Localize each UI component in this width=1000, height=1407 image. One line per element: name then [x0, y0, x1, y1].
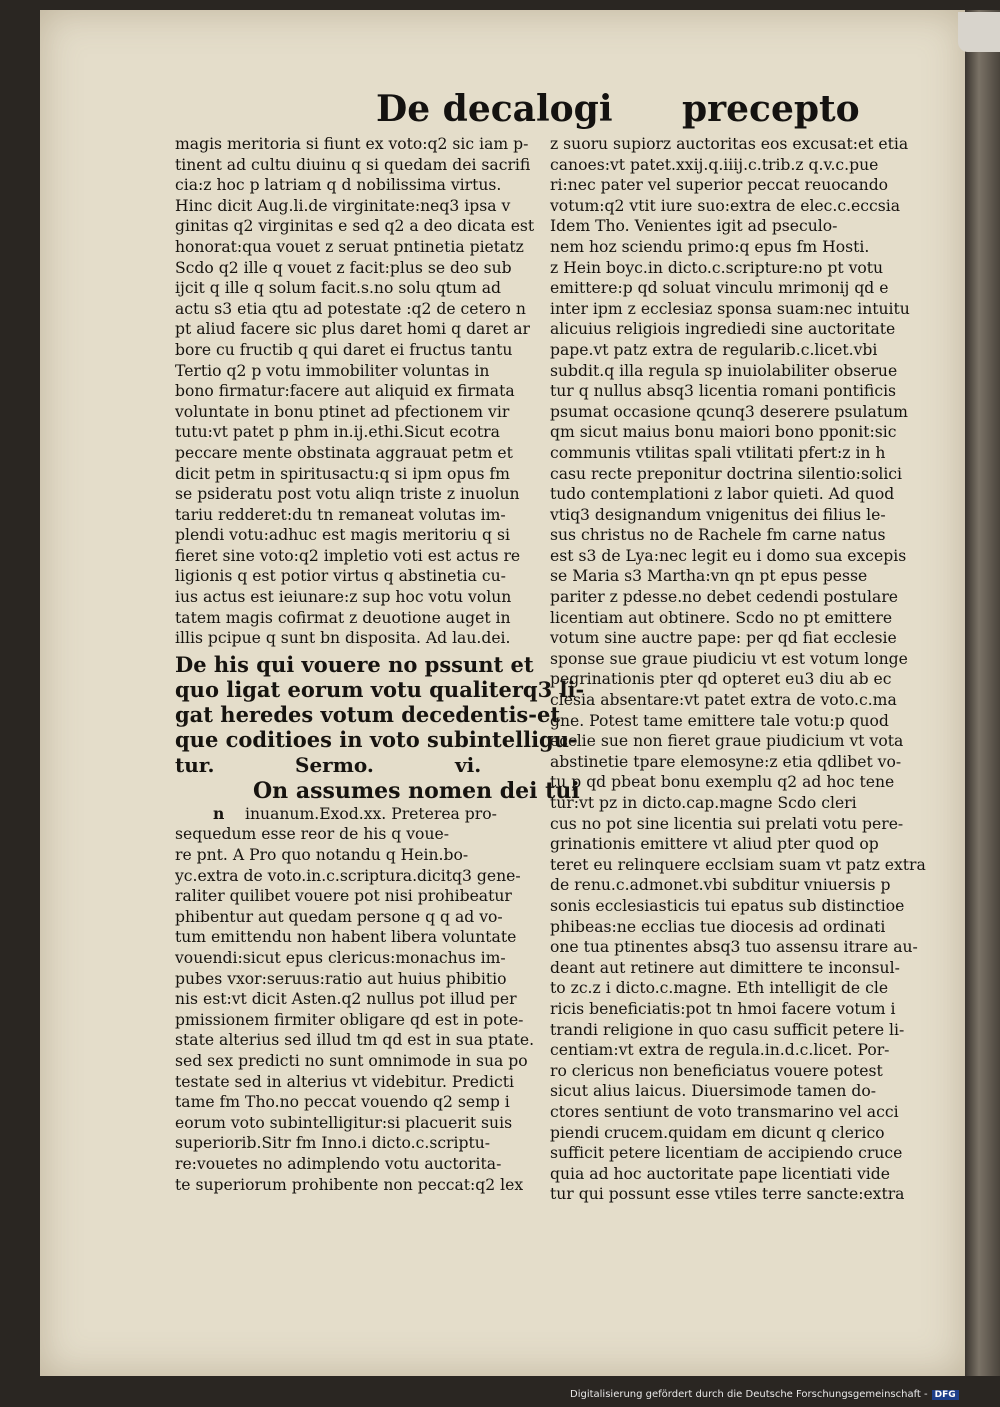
- text-line: fieret sine voto:q2 impletio voti est actus re: [175, 546, 521, 565]
- text-line: deant aut retinere aut dimittere te inconsul-: [550, 958, 900, 977]
- text-line: sufficit petere licentiam de accipiendo cruce: [550, 1144, 903, 1163]
- text-line: est s3 de Lya:nec legit eu i domo sua excepis: [550, 546, 907, 565]
- text-line: licentiam aut obtinere. Scdo no pt emittere: [550, 608, 893, 627]
- text-line: phibentur aut quedam persone q q ad vo-: [175, 907, 503, 926]
- text-line: ctores sentiunt de voto transmarino vel acci: [550, 1102, 899, 1121]
- text-line: tu p qd pbeat bonu exemplu q2 ad hoc tene: [550, 773, 895, 792]
- right-column-text: [550, 134, 926, 1205]
- text-line: z Hein boyc.in dicto.c.scripture:no pt votu: [550, 258, 884, 277]
- text-line: grinationis emittere vt aliud pter quod op: [550, 835, 879, 854]
- text-line: abstinetie tpare elemosyne:z etia qdlibet vo-: [550, 752, 902, 771]
- text-line: tutu:vt patet p phm in.ij.ethi.Sicut ecotra: [175, 423, 500, 442]
- left-column: [175, 134, 585, 1195]
- text-line: nis est:vt dicit Asten.q2 nullus pot illud per: [175, 990, 517, 1009]
- header-left: De decalogi: [376, 88, 613, 130]
- text-line: ri:nec pater vel superior peccat reuocando: [550, 176, 889, 195]
- text-line: ecclie sue non fieret graue piudicium vt vota: [550, 732, 904, 751]
- text-line: Hinc dicit Aug.li.de virginitate:neq3 ipsa v: [175, 196, 511, 215]
- text-line: teret eu relinquere ecclsiam suam vt patz extra: [550, 855, 926, 874]
- text-line: Scdo q2 ille q vouet z facit:plus se deo sub: [175, 258, 512, 277]
- text-line: subdit.q illa regula sp inuiolabiliter obserue: [550, 361, 898, 380]
- text-line: superiorib.Sitr fm Inno.i dicto.c.scriptu-: [175, 1134, 491, 1153]
- text-line: tariu redderet:du tn remaneat volutas im-: [175, 505, 506, 524]
- text-line: plendi votu:adhuc est magis meritoriu q si: [175, 526, 510, 545]
- text-line: tinent ad cultu diuinu q si quedam dei sacrifi: [175, 155, 531, 174]
- sermon-number: vi.: [455, 752, 482, 777]
- text-line: bore cu fructib q qui daret ei fructus tantu: [175, 340, 513, 359]
- text-line: dicit petm in spiritusactu:q si ipm opus fm: [175, 464, 510, 483]
- text-line: actu s3 etia qtu ad potestate :q2 de cetero n: [175, 299, 526, 318]
- text-line: one tua ptinentes absq3 tuo assensu itrare au-: [550, 938, 918, 957]
- opening-line: [175, 777, 580, 804]
- text-line: qm sicut maius bonu maiori bono pponit:sic: [550, 423, 897, 442]
- text-line: pape.vt patz extra de regularib.c.licet.vbi: [550, 340, 878, 359]
- footer-text: Digitalisierung gefördert durch die Deutsche Forschungsgemeinschaft -: [570, 1389, 928, 1400]
- rubric-end: tur.: [175, 752, 215, 777]
- rubric-line: De his qui vouere no pssunt et: [175, 651, 534, 677]
- text-line: testate sed in alterius vt videbitur. Predicti: [175, 1072, 514, 1091]
- text-line: quia ad hoc auctoritate pape licentiati vide: [550, 1164, 891, 1183]
- text-line: voluntate in bonu ptinet ad pfectionem vir: [175, 402, 510, 421]
- text-line: pubes vxor:seruus:ratio aut huius phibitio: [175, 969, 507, 988]
- text-line: pariter z pdesse.no debet cedendi postulare: [550, 588, 899, 607]
- text-line: sponse sue graue piudiciu vt est votum longe: [550, 649, 908, 668]
- text-line: honorat:qua vouet z seruat pntinetia pietatz: [175, 237, 524, 256]
- text-line: canoes:vt patet.xxij.q.iiij.c.trib.z q.v.c.pue: [550, 155, 879, 174]
- left-column-text-b: [175, 824, 535, 1195]
- header-right: precepto: [682, 88, 860, 130]
- page-edge: [965, 10, 1000, 1376]
- text-line: re pnt. A Pro quo notandu q Hein.bo-: [175, 846, 469, 865]
- first-body-line: [175, 804, 527, 825]
- text-line: vtiq3 designandum vnigenitus dei filius le-: [550, 505, 886, 524]
- text-line: de renu.c.admonet.vbi subditur vniuersis p: [550, 876, 891, 895]
- text-line: te superiorum prohibente non peccat:q2 lex: [175, 1175, 524, 1194]
- text-line: illis pcipue q sunt bn disposita. Ad lau.dei.: [175, 629, 511, 648]
- text-line: ricis beneficiatis:pot tn hmoi facere votum i: [550, 999, 896, 1018]
- text-line: nem hoz sciendu primo:q epus fm Hosti.: [550, 237, 870, 256]
- text-line: vouendi:sicut epus clericus:monachus im-: [175, 949, 506, 967]
- text-line: sonis ecclesiasticis tui epatus sub distinctioe: [550, 896, 905, 915]
- text-line: z suoru supiorz auctoritas eos excusat:et etia: [550, 135, 909, 153]
- text-line: pmissionem firmiter obligare qd est in pote-: [175, 1010, 524, 1029]
- text-line: piendi crucem.quidam em dicunt q clerico: [550, 1123, 885, 1142]
- text-line: Idem Tho. Venientes igit ad pseculo-: [550, 217, 838, 236]
- rubric-line: gat heredes votum decedentis-et: [175, 701, 561, 727]
- text-line: sequedum esse reor de his q voue-: [175, 825, 449, 844]
- text-line: ius actus est ieiunare:z sup hoc votu volun: [175, 588, 512, 607]
- text-line: tur qui possunt esse vtiles terre sancte:extra: [550, 1185, 905, 1204]
- text-line: magis meritoria si fiunt ex voto:q2 sic iam p-: [175, 135, 529, 153]
- text-line: state alterius sed illud tm qd est in sua ptate.: [175, 1031, 535, 1050]
- text-line: se psideratu post votu aliqn triste z inuolun: [175, 485, 520, 504]
- text-line: votum sine auctre pape: per qd fiat ecclesie: [550, 629, 897, 648]
- text-line: sed sex predicti no sunt omnimode in sua po: [175, 1051, 528, 1070]
- rubric-line: que coditioes in voto subintelligu-: [175, 726, 578, 752]
- text-line: re:vouetes no adimplendo votu auctorita-: [175, 1154, 502, 1173]
- text-line: trandi religione in quo casu sufficit petere li-: [550, 1020, 905, 1039]
- text-line: peccare mente obstinata aggrauat petm et: [175, 443, 513, 462]
- rubric-line: quo ligat eorum votu qualiterq3 li-: [175, 676, 585, 702]
- text-line: tur:vt pz in dicto.cap.magne Scdo cleri: [550, 794, 857, 812]
- text-line: bono firmatur:facere aut aliquid ex firmata: [175, 382, 515, 401]
- text-line: to zc.z i dicto.c.magne. Eth intelligit de cle: [550, 979, 889, 998]
- text-line: emittere:p qd soluat vinculu mrimonij qd e: [550, 279, 889, 298]
- text-line: raliter quilibet vouere pot nisi prohibeatur: [175, 887, 512, 906]
- text-line: ligionis q est potior virtus q abstinetia cu-: [175, 567, 506, 586]
- text-line: pt aliud facere sic plus daret homi q daret ar: [175, 320, 531, 339]
- text-line: pegrinationis pter qd opteret eu3 diu ab ec: [550, 670, 892, 689]
- sermon-heading: [175, 753, 527, 778]
- text-line: se Maria s3 Martha:vn qn pt epus pesse: [550, 567, 868, 586]
- text-line: tur q nullus absq3 licentia romani pontificis: [550, 382, 897, 401]
- text-line: casu recte preponitur doctrina silentio:solici: [550, 464, 903, 483]
- text-line: tudo contemplationi z labor quieti. Ad quod: [550, 485, 895, 504]
- text-line: tum emittendu non habent libera voluntate: [175, 928, 517, 947]
- text-line: centiam:vt extra de regula.in.d.c.licet. Por-: [550, 1041, 890, 1060]
- left-column-text-a: [175, 134, 535, 649]
- text-line: cia:z hoc p latriam q d nobilissima virtus.: [175, 176, 502, 195]
- chapter-rubric: [175, 651, 585, 752]
- margin-letter: n: [213, 803, 225, 823]
- text-line: ginitas q2 virginitas e sed q2 a deo dicata est: [175, 217, 535, 236]
- text-line: ijcit q ille q solum facit.s.no solu qtum ad: [175, 279, 502, 298]
- text-line: clesia absentare:vt patet extra de voto.c.ma: [550, 691, 897, 710]
- right-column: [550, 134, 926, 1205]
- text-line: yc.extra de voto.in.c.scriptura.dicitq3 gene-: [175, 866, 521, 885]
- text-line: psumat occasione qcunq3 deserere psulatum: [550, 402, 908, 421]
- text-line: sicut alius laicus. Diuersimode tamen do-: [550, 1082, 876, 1101]
- text-line: tame fm Tho.no peccat vouendo q2 semp i: [175, 1093, 510, 1112]
- text-line: communis vtilitas spali vtilitati pfert:z in h: [550, 443, 886, 462]
- sermon-label: Sermo.: [295, 752, 374, 777]
- text-line: ro clericus non beneficiatus vouere potest: [550, 1061, 883, 1080]
- page-clip: [958, 12, 1000, 52]
- text-line: cus no pot sine licentia sui prelati votu pere-: [550, 814, 904, 833]
- text-line: phibeas:ne ecclias tue diocesis ad ordinati: [550, 917, 886, 936]
- text-line: tatem magis cofirmat z deuotione auget in: [175, 608, 511, 627]
- footer-credit: [570, 1389, 959, 1400]
- text-line: eorum voto subintelligitur:si placuerit suis: [175, 1113, 513, 1132]
- text-line: sus christus no de Rachele fm carne natus: [550, 526, 886, 545]
- text-line: gne. Potest tame emittere tale votu:p quod: [550, 711, 889, 730]
- opening-text: On assumes nomen dei tui: [253, 777, 580, 804]
- text-line: alicuius religiois ingrediedi sine auctoritate: [550, 320, 896, 339]
- first-body-text: inuanum.Exod.xx. Preterea pro-: [245, 804, 497, 823]
- dfg-logo: DFG: [932, 1390, 959, 1400]
- text-line: votum:q2 vtit iure suo:extra de elec.c.eccsia: [550, 196, 901, 215]
- text-line: Tertio q2 p votu immobiliter voluntas in: [175, 361, 490, 380]
- text-line: inter ipm z ecclesiaz sponsa suam:nec intuitu: [550, 299, 910, 318]
